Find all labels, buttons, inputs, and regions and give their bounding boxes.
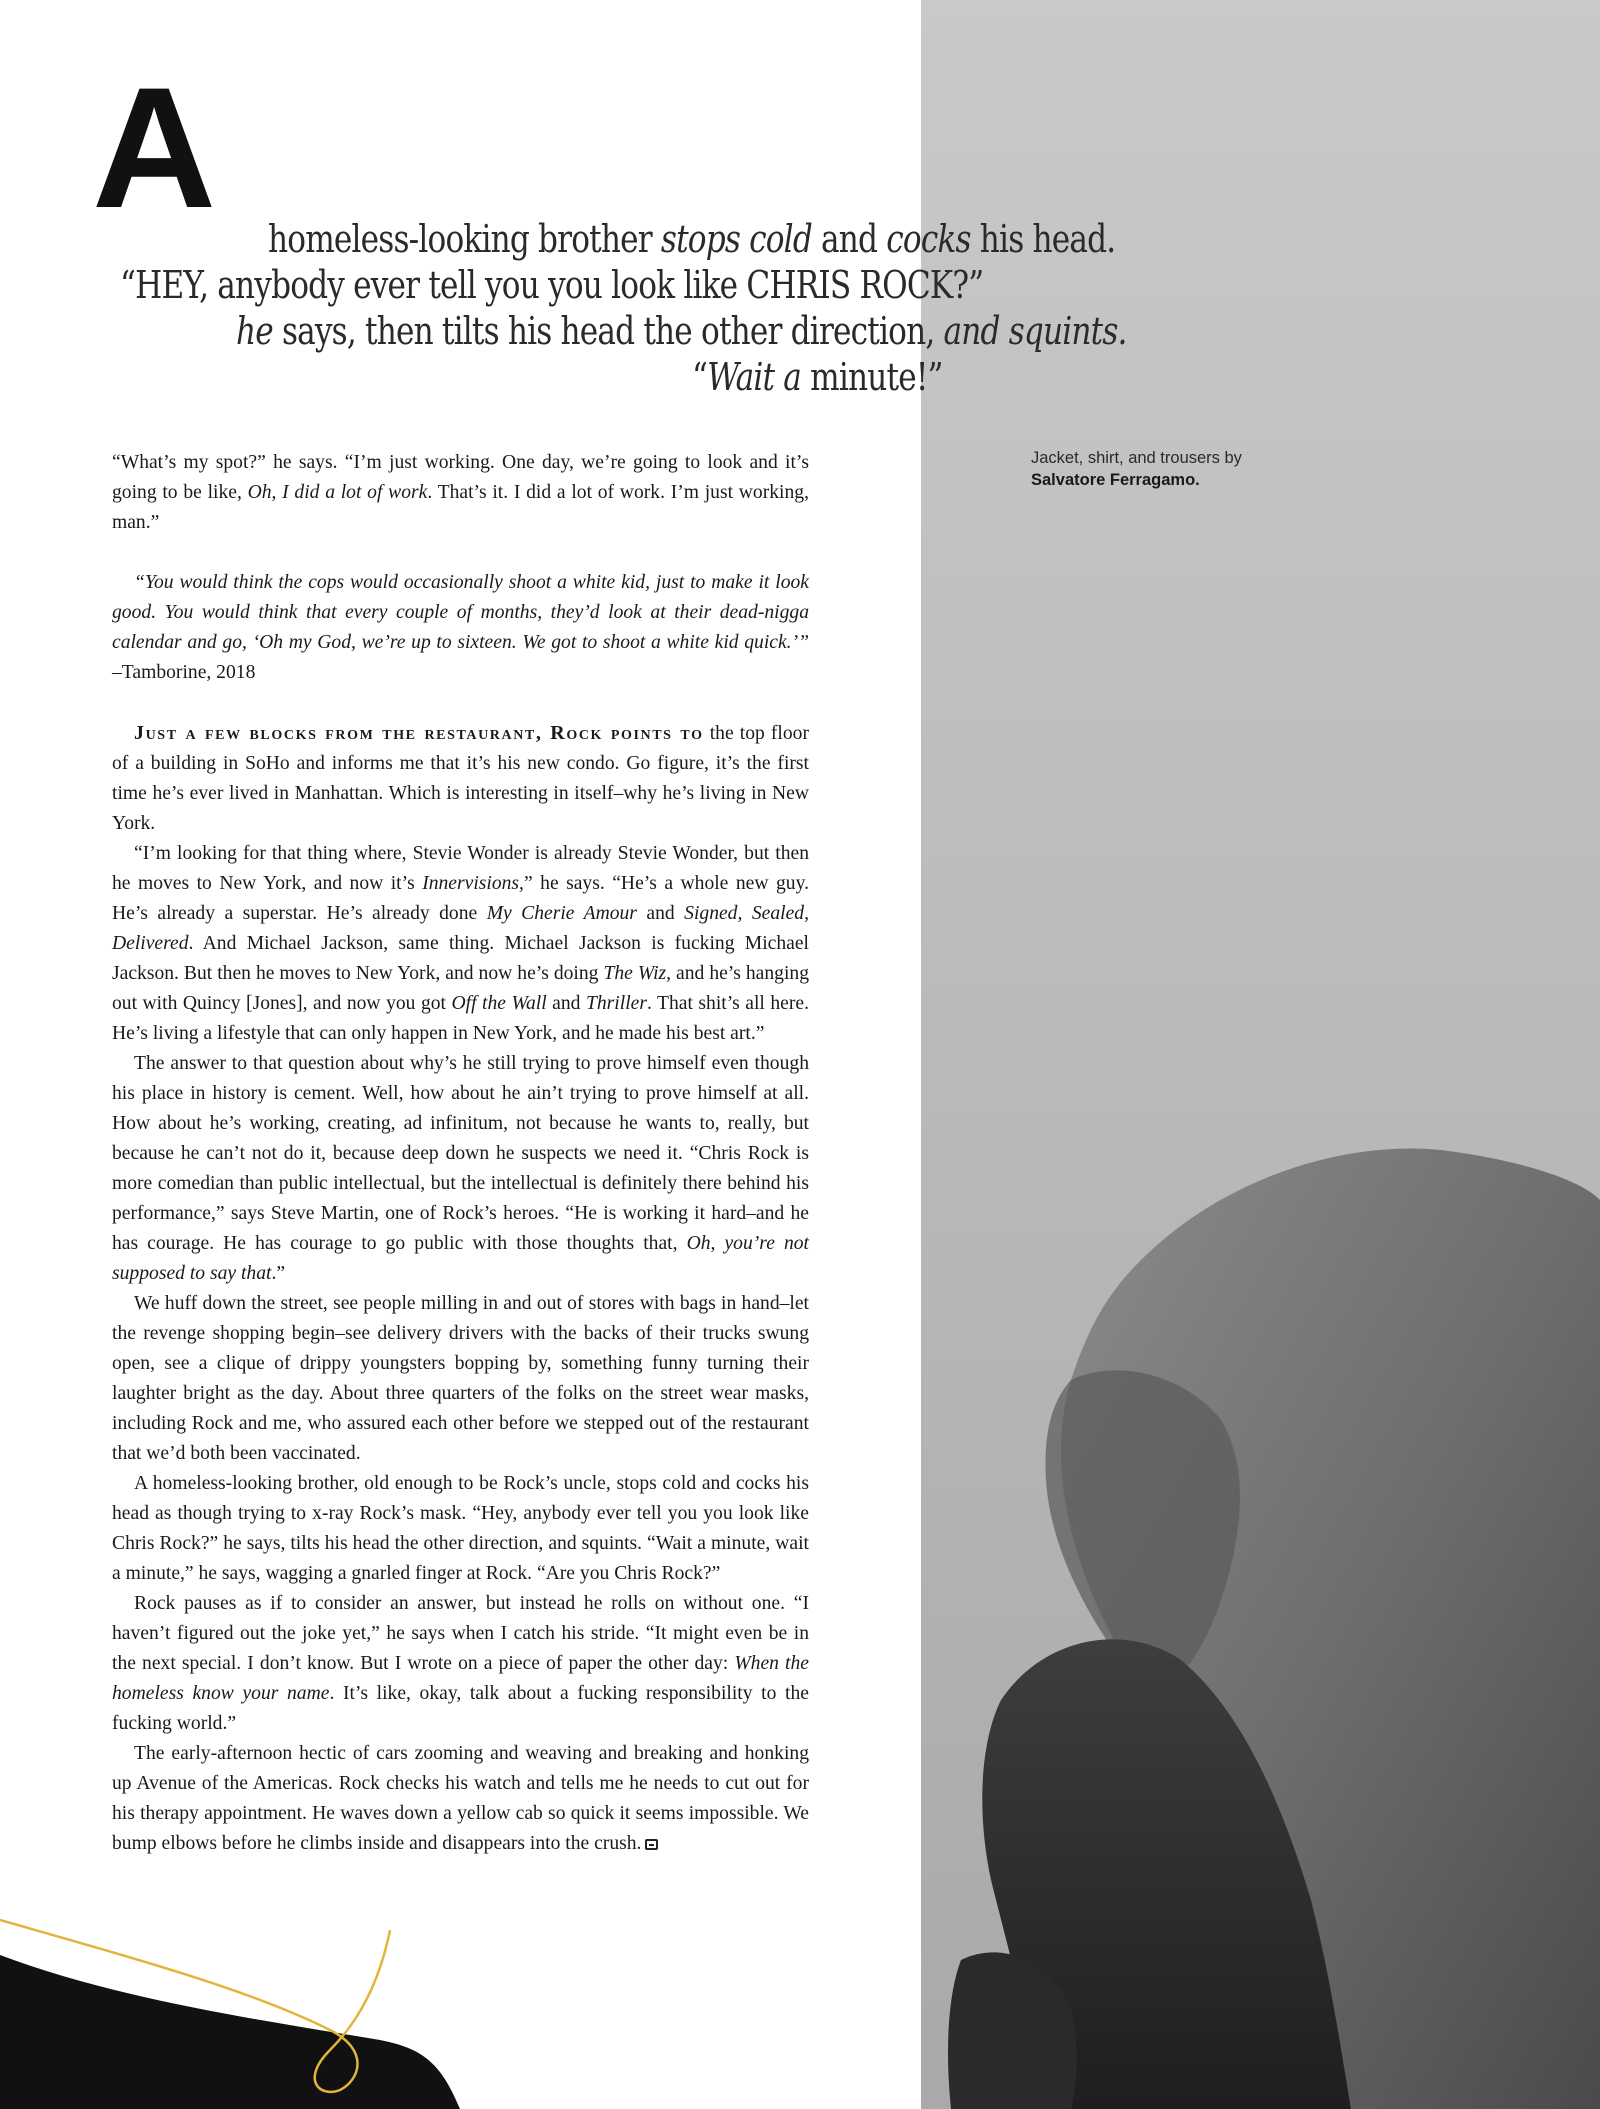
body-paragraph	[112, 839, 809, 1049]
text-run: and he’s hanging out with Quincy [Jones], and now you got	[112, 963, 809, 1014]
text-run: . That’s it. I did a lot of work. I’m just working, man.”	[112, 482, 809, 533]
lead-in-text: Just a few blocks from the restaurant, Rock points to	[134, 722, 704, 744]
text-run: We huff down the street, see people milling in and out of stores with bags in hand–let the revenge shopping begin–see delivery drivers with the backs of their trucks swung open, see a clique of drippy youngsters bopping by, something funny turning their laughter bright as the day. About three quarters of the folks on the street wear masks, including Rock and me, who assured each other before we stepped out of the restaurant that we’d both been vaccinated.	[112, 1293, 809, 1464]
text-run: . That shit’s all here. He’s living a lifestyle that can only happen in New York, and he made his best art.”	[112, 993, 809, 1044]
italic-run: Innervisions,	[422, 873, 524, 894]
pull-quote-line-4	[692, 355, 943, 399]
italic-run: “You would think the cops would occasionally shoot a white kid, just to make it look good. You would think that every couple of months, they’d look at their dead-nigga calendar and go, ‘Oh my God, we’re up to sixteen. We got to shoot a white kid quick.’”	[112, 572, 809, 653]
body-paragraph	[112, 1049, 809, 1289]
italic-run: Oh, you’re not supposed to say that	[112, 1233, 810, 1284]
text-run: his head.	[970, 217, 1116, 261]
italic-run: Signed, Sealed, Delivered	[112, 903, 809, 954]
italic-run: stops cold	[660, 217, 812, 261]
body-paragraph	[112, 1469, 809, 1589]
text-run: –Tamborine, 2018	[112, 662, 256, 683]
italic-run: cocks	[886, 217, 971, 261]
italic-run: he	[236, 309, 273, 353]
text-run: The early-afternoon hectic of cars zooming and weaving and breaking and honking up Avenue of the Americas. Rock checks his watch and tells me he needs to cut out for his therapy appointment. He waves down a yellow cab so quick it seems impossible. We bump elbows before he climbs inside and disappears into the crush.	[112, 1743, 809, 1854]
text-run: says, then tilts his head the other direction,	[272, 309, 944, 353]
italic-run: Thriller	[585, 993, 647, 1014]
body-paragraph	[112, 1289, 809, 1469]
pull-quote-line-2	[120, 263, 984, 307]
text-run: and	[546, 993, 586, 1014]
caption-brand: Salvatore Ferragamo.	[1031, 471, 1200, 489]
text-run: and	[811, 217, 887, 261]
black-swoosh-shape	[0, 1955, 460, 2109]
text-run: The answer to that question about why’s he still trying to prove himself even though his place in history is cement. Well, how about he ain’t trying to prove himself at all. How about he’s working, creating, ad infinitum, not because he wants to, really, but because he can’t not do it, because deep down he suspects we need it. “Chris Rock is more comedian than public intellectual, but the intellectual is definitely there behind his performance,” says Steve Martin, one of Rock’s heroes. “He is working it hard–and he has courage. He has courage to go public with those thoughts that,	[112, 1053, 809, 1254]
text-run: A homeless-looking brother, old enough to be Rock’s uncle, stops cold and cocks his head as though trying to x-ray Rock’s mask. “Hey, anybody ever tell you you look like Chris Rock?” he says, tilts his head the other direction, and squints. “Wait a minute, wait a minute,” he says, wagging a gnarled finger at Rock. “Are you Chris Rock?”	[112, 1473, 809, 1584]
caption-text: Jacket, shirt, and trousers by	[1031, 449, 1242, 467]
article-body	[112, 448, 809, 1859]
italic-run: The Wiz,	[603, 963, 672, 984]
pull-quote-line-1	[268, 217, 1116, 261]
end-mark-icon	[645, 1839, 658, 1850]
italic-run: and squints.	[943, 309, 1127, 353]
text-run: .”	[271, 1263, 286, 1284]
body-paragraph	[112, 1589, 809, 1739]
drop-cap: A	[92, 52, 217, 244]
text-run: and	[636, 903, 685, 924]
text-run: “What’s my spot?” he says. “I’m just working. One day, we’re going to look and it’s going to be like,	[112, 452, 809, 503]
text-run: minute!”	[801, 355, 943, 399]
italic-run: When the homeless know your name	[112, 1653, 809, 1704]
text-run: Rock pauses as if to consider an answer, but instead he rolls on without one. “I haven’t figured out the joke yet,” he says when I catch his stride. “It might even be in the next special. I don’t know. But I wrote on a piece of paper the other day:	[112, 1593, 809, 1674]
decorative-swoosh	[0, 1880, 921, 2109]
text-run: homeless-looking brother	[268, 217, 661, 261]
italic-run: Wait a	[707, 355, 802, 399]
text-run: the top floor of a building in SoHo and informs me that it’s his new condo. Go figure, it’s the first time he’s ever lived in Manhattan. Which is interesting in itself–why he’s living in New York.	[112, 723, 809, 834]
text-run: . It’s like, okay, talk about a fucking responsibility to the fucking world.”	[112, 1683, 809, 1734]
text-run: . And Michael Jackson, same thing. Michael Jackson is fucking Michael Jackson. But then he moves to New York, and now he’s doing	[112, 933, 809, 984]
pull-quote-line-3	[236, 309, 1127, 353]
text-run: “HEY, anybody ever tell you you look like CHRIS ROCK?”	[120, 263, 984, 307]
body-paragraph	[112, 568, 809, 688]
text-run: ” he says. “He’s a whole new guy. He’s already a superstar. He’s already done	[112, 873, 809, 924]
photo-caption	[1031, 447, 1311, 491]
body-paragraph	[112, 718, 809, 839]
italic-run: My Cherie Amour	[486, 903, 637, 924]
italic-run: Oh, I did a lot of work	[247, 482, 428, 503]
italic-run: Off the Wall	[451, 993, 547, 1014]
text-run: “	[692, 355, 708, 399]
text-run: “I’m looking for that thing where, Stevie Wonder is already Stevie Wonder, but then he moves to New York, and now it’s	[112, 843, 809, 894]
body-paragraph	[112, 1739, 809, 1859]
body-paragraph	[112, 448, 809, 538]
